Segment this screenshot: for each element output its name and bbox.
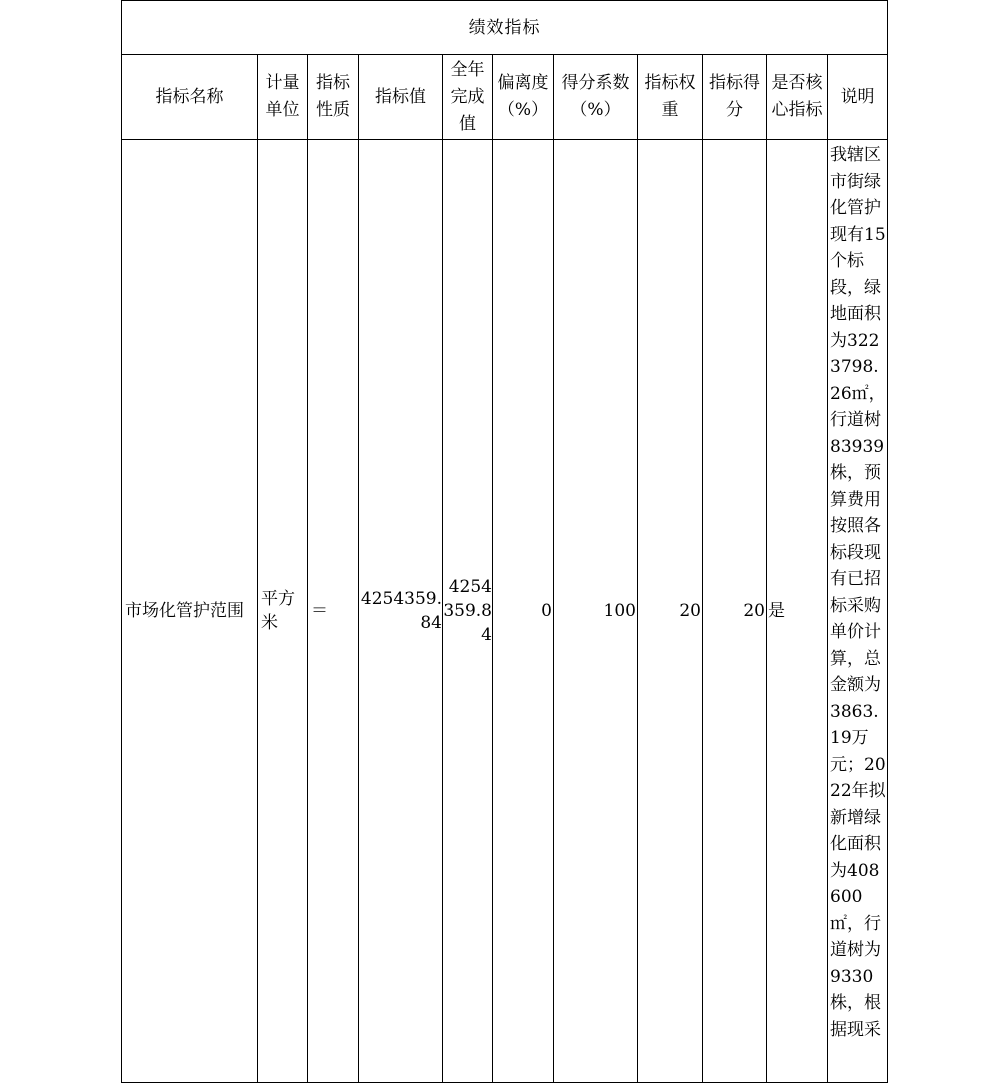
header-core: 是否核 心指标 <box>767 55 828 140</box>
header-name: 指标名称 <box>122 55 258 140</box>
cell-target: 4254359. 84 <box>359 140 443 1083</box>
cell-coefficient: 100 <box>554 140 638 1083</box>
table-title: 绩效指标 <box>122 1 888 55</box>
header-actual: 全年 完成 值 <box>443 55 493 140</box>
header-target: 指标值 <box>359 55 443 140</box>
header-note: 说明 <box>828 55 888 140</box>
table-row <box>122 140 888 1083</box>
header-deviation: 偏离度 （%） <box>493 55 554 140</box>
cell-core: 是 <box>767 140 828 1083</box>
cell-nature: ＝ <box>308 140 359 1083</box>
cell-actual: 4254 359.8 4 <box>443 140 493 1083</box>
cell-unit: 平方 米 <box>258 140 308 1083</box>
note-text: 我辖区市街绿化管护现有15个标段，绿地面积为3223798.26㎡，行道树83939株，预算费用按照各标段现有已招标采购单价计算，总金额为3863.19万元；2022年拟新增绿化面积为408600㎡，行道树为9330株，根据现采 <box>830 145 886 1040</box>
header-weight: 指标权 重 <box>638 55 703 140</box>
cell-deviation: 0 <box>493 140 554 1083</box>
header-row <box>122 55 888 140</box>
cell-note <box>828 140 888 1083</box>
performance-table <box>121 0 888 1083</box>
header-coefficient: 得分系数 （%） <box>554 55 638 140</box>
cell-weight: 20 <box>638 140 703 1083</box>
header-unit: 计量 单位 <box>258 55 308 140</box>
cell-score: 20 <box>703 140 767 1083</box>
header-nature: 指标 性质 <box>308 55 359 140</box>
cell-name: 市场化管护范围 <box>122 140 258 1083</box>
header-score: 指标得 分 <box>703 55 767 140</box>
